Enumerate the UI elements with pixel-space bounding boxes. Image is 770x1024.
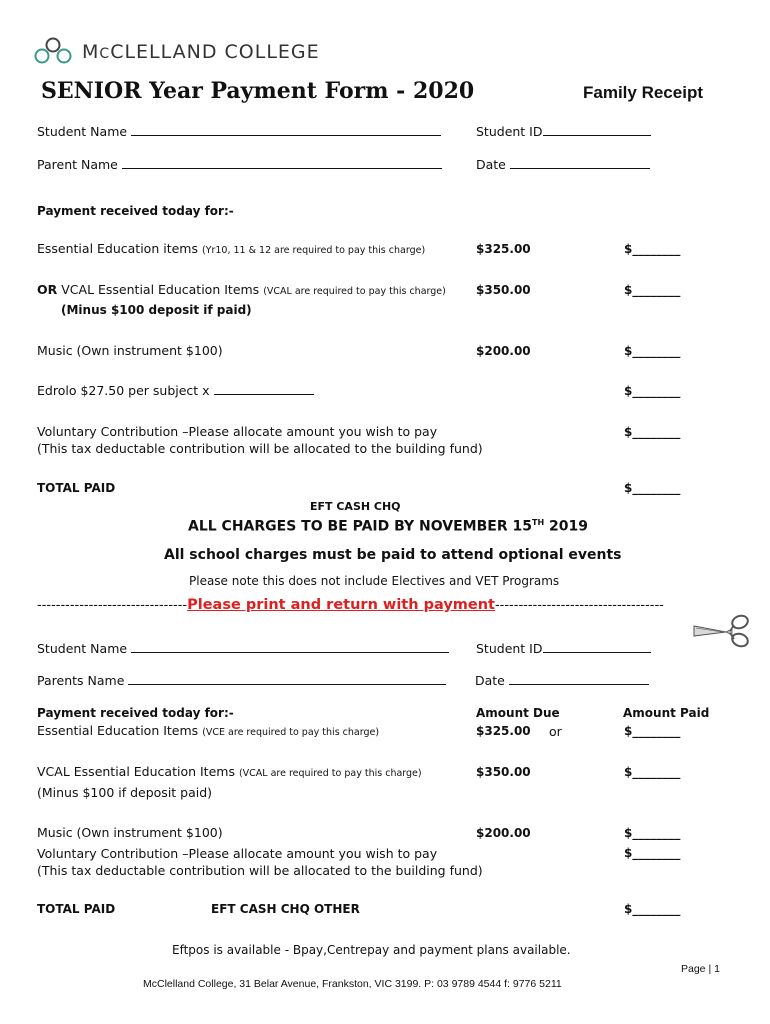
- parent-name-field[interactable]: Parent Name: [37, 157, 442, 172]
- or-text: or: [549, 724, 562, 739]
- slip-voluntary-note: (This tax deductable contribution will be allocated to the building fund): [37, 863, 483, 878]
- slip-music-item: Music (Own instrument $100): [37, 825, 223, 840]
- music-item: Music (Own instrument $100): [37, 343, 223, 358]
- slip-voluntary-paid-field[interactable]: $________: [624, 846, 681, 860]
- amount-paid-header: Amount Paid: [623, 706, 710, 720]
- slip-total-paid-label: TOTAL PAID: [37, 902, 116, 916]
- slip-student-name-field[interactable]: Student Name: [37, 641, 449, 656]
- student-name-field[interactable]: Student Name: [37, 124, 441, 139]
- student-id-field[interactable]: Student ID: [476, 124, 651, 139]
- scissors-icon: [692, 612, 752, 648]
- vcal-deposit-note: (Minus $100 deposit if paid): [61, 303, 252, 317]
- college-logo-icon: [33, 36, 75, 66]
- slip-vcal-deposit-note: (Minus $100 if deposit paid): [37, 785, 213, 800]
- page-title: SENIOR Year Payment Form - 2020: [41, 78, 475, 104]
- college-address: McClelland College, 31 Belar Avenue, Frankston, VIC 3199. P: 03 9789 4544 f: 9776 5211: [143, 978, 562, 990]
- total-paid-label: TOTAL PAID: [37, 481, 116, 495]
- music-paid-field[interactable]: $________: [624, 344, 681, 358]
- payment-methods: EFT CASH CHQ: [310, 500, 401, 513]
- slip-music-amount: $200.00: [476, 826, 531, 840]
- date-field[interactable]: Date: [476, 157, 650, 172]
- slip-student-id-field[interactable]: Student ID: [476, 641, 651, 656]
- eftpos-note: Eftpos is available - Bpay,Centrepay and payment plans available.: [172, 943, 571, 957]
- amount-due-header: Amount Due: [476, 706, 560, 720]
- cut-line: --------------------------------Please print and return with payment------------------------------------: [37, 597, 664, 613]
- slip-essential-amount: $325.00: [476, 724, 531, 738]
- family-receipt-label: Family Receipt: [583, 83, 703, 102]
- slip-vcal-item: VCAL Essential Education Items (VCAL are required to pay this charge): [37, 764, 422, 779]
- essential-amount: $325.00: [476, 242, 531, 256]
- slip-parents-name-field[interactable]: Parents Name: [37, 673, 446, 688]
- page-number: Page | 1: [681, 963, 720, 975]
- essential-paid-field[interactable]: $________: [624, 242, 681, 256]
- payment-heading: Payment received today for:-: [37, 204, 234, 218]
- slip-date-field[interactable]: Date: [475, 673, 649, 688]
- voluntary-item: Voluntary Contribution –Please allocate amount you wish to pay: [37, 424, 438, 439]
- edrolo-item[interactable]: Edrolo $27.50 per subject x: [37, 383, 314, 398]
- slip-music-paid-field[interactable]: $________: [624, 826, 681, 840]
- slip-essential-item: Essential Education Items (VCE are required to pay this charge): [37, 723, 380, 738]
- slip-payment-methods: EFT CASH CHQ OTHER: [211, 902, 360, 916]
- slip-voluntary-item: Voluntary Contribution –Please allocate amount you wish to pay: [37, 846, 438, 861]
- essential-item: Essential Education items (Yr10, 11 & 12 are required to pay this charge): [37, 241, 426, 256]
- slip-total-paid-field[interactable]: $________: [624, 902, 681, 916]
- charges-deadline: ALL CHARGES TO BE PAID BY NOVEMBER 15TH 2019: [188, 518, 588, 535]
- electives-note: Please note this does not include Electives and VET Programs: [189, 574, 560, 588]
- college-name: MCCLELLAND COLLEGE: [82, 41, 320, 63]
- vcal-item: OR VCAL Essential Education Items (VCAL are required to pay this charge): [37, 282, 446, 297]
- slip-payment-heading: Payment received today for:-: [37, 706, 234, 720]
- edrolo-paid-field[interactable]: $________: [624, 384, 681, 398]
- slip-vcal-paid-field[interactable]: $________: [624, 765, 681, 779]
- slip-vcal-amount: $350.00: [476, 765, 531, 779]
- optional-events-notice: All school charges must be paid to attend optional events: [164, 547, 622, 563]
- music-amount: $200.00: [476, 344, 531, 358]
- vcal-paid-field[interactable]: $________: [624, 283, 681, 297]
- slip-essential-paid-field[interactable]: $________: [624, 724, 681, 738]
- voluntary-note: (This tax deductable contribution will be allocated to the building fund): [37, 441, 483, 456]
- vcal-amount: $350.00: [476, 283, 531, 297]
- total-paid-field[interactable]: $________: [624, 481, 681, 495]
- voluntary-paid-field[interactable]: $________: [624, 425, 681, 439]
